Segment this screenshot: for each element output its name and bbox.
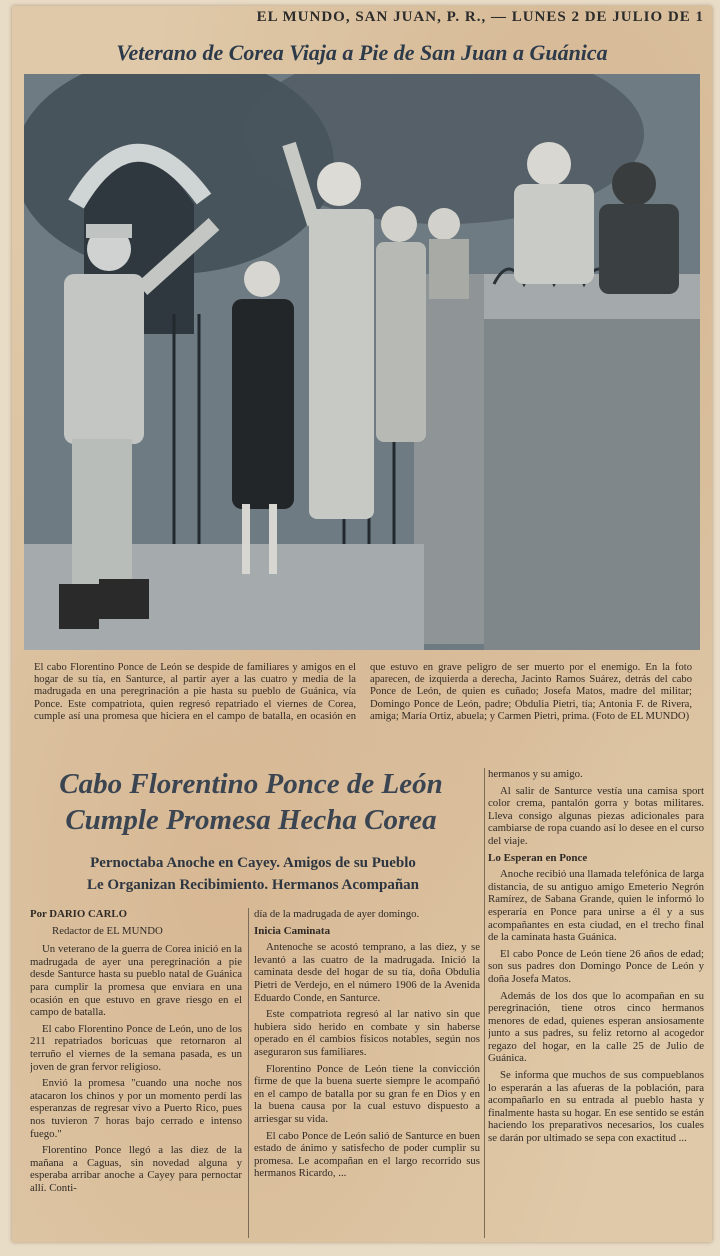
paragraph: hermanos y su amigo. (488, 768, 583, 780)
masthead: EL MUNDO, SAN JUAN, P. R., — LUNES 2 DE JULIO DE 1 (256, 9, 704, 25)
column-divider (248, 908, 249, 1238)
paragraph: Anoche recibió una llamada telefónica de larga distancia, de su antiguo amigo Emeterio Negrón Ramírez, de Sabana Grande, quien le informó lo esperaría en Ponce para unirse a él y a sus acompañantes en esta ciudad, en el trecho final de la caminata hasta Guánica. (488, 868, 704, 944)
photo-caption: El cabo Florentino Ponce de León se despide de familiares y amigos en el hogar de su tía, en Santurce, al partir ayer a las cuatro y media de la madrugada en una peregrinación a pie hasta su pueblo de Guánica, vía Ponce. Este compatriota, quien regresó repatriado el viernes de Corea, cumple así una promesa que hiciera en el campo de batalla, en ocasión en que estuvo en grave peligro de ser muerto por el enemigo. En la foto aparecen, de izquierda a derecha, Jacinto Ramos Suárez, detrás del cabo Ponce de León, de quien es cuñado; Josefa Matos, madre del militar; Domingo Ponce de León, padre; Obdulia Pietri, tía; Antonia F. de Rivera, amiga; María Ortiz, abuela; y Carmen Pietri, prima. (Foto de EL MUNDO) (34, 662, 692, 722)
newspaper-clipping (12, 6, 712, 1242)
paragraph: El cabo Ponce de León salió de Santurce en buen estado de ánimo y satisfecho de poder cumplir su promesa. Le acompañan en el largo recorrido sus hermanos Ricardo, ... (254, 1129, 480, 1180)
paragraph: Florentino Ponce de León tiene la convicción firme de que la buena suerte siempre le acompañó en el campo de batalla por su gran fe en Dios y en la buena causa por la cual estuvo dispuesto a arriesgar su vida. (254, 1062, 480, 1125)
paragraph: día de la madrugada de ayer domingo. (254, 908, 420, 920)
article-column-2 (254, 908, 480, 1238)
headline-line-2: Cumple Promesa Hecha Corea (65, 804, 437, 836)
headline (26, 766, 476, 844)
byline-role: Redactor de EL MUNDO (52, 924, 163, 937)
paragraph: Envió la promesa "cuando una noche nos atacaron los chinos y por un momento perdí las esperanzas de regresar vivo a Puerto Rico, pues nos tuvieron 7 horas bajo cerrado e intenso fuego." (30, 1077, 242, 1140)
paragraph: Antenoche se acostó temprano, a las diez, y se levantó a las cuatro de la madrugada. Inició la caminata desde del hogar de su tía, doña Obdulia Pietri de Verdejo, en el número 1906 de la Avenida Eduardo Conde, en Santurce. (254, 941, 480, 1004)
paragraph: Florentino Ponce llegó a las diez de la mañana a Caguas, sin novedad alguna y esperaba arribar anoche a Cayey para pernoctar allí. Conti- (30, 1144, 242, 1194)
section-heading: Inicia Caminata (254, 924, 331, 937)
article-column-3 (488, 768, 704, 1238)
subheadline-line-1: Pernoctaba Anoche en Cayey. Amigos de su Pueblo (90, 855, 416, 871)
paragraph: Al salir de Santurce vestía una camisa sport color crema, pantalón gorra y botas militares. Lleva consigo algunas piezas adicionales para cambiarse de ropa cuando así lo desee en el curso del viaje. (488, 784, 704, 847)
photo-illustration (24, 74, 700, 650)
paragraph: El cabo Ponce de León tiene 26 años de edad; son sus padres don Domingo Ponce de León y doña Josefa Matos. (488, 947, 704, 985)
paragraph: El cabo Florentino Ponce de León, uno de los 211 repatriados boricuas que retornaron al terruño el viernes de la semana pasada, es un joven de gran fervor religioso. (30, 1022, 242, 1073)
paragraph: Se informa que muchos de sus compueblanos lo esperarán a las afueras de la población, para acompañarlo en su entrada al pueblo hasta y finalmente hasta su hogar. En ese sentido se están haciendo los preparativos necesarios, los cuales se darán por ultimado se sepa con exactitud ... (488, 1069, 704, 1145)
news-photo (24, 74, 700, 650)
paragraph: Este compatriota regresó al lar nativo sin que hubiera sido herido en combate y sin haberse operado en él cambios físicos notables, según nos aseguraron sus familiares. (254, 1008, 480, 1058)
section-heading: Lo Esperan en Ponce (488, 851, 588, 864)
subheadline-line-2: Le Organizan Recibimiento. Hermanos Acompañan (86, 877, 420, 893)
headline-line-1: Cabo Florentino Ponce de León (59, 768, 443, 800)
paragraph: Un veterano de la guerra de Corea inició en la madrugada de ayer una peregrinación a pie desde Santurce hasta su pueblo natal de Guánica para cumplir la promesa que enviara en una ocasión en que estuvo en grave riesgo en el campo de batalla. (30, 943, 242, 1019)
subheadline (26, 852, 480, 902)
paragraph: Además de los dos que lo acompañan en su peregrinación, tiene otros cinco hermanos menores de edad, quienes esperan ansiosamente junto a sus padres, su feliz retorno al acogedor regazo del hogar, en la calle 25 de Julio de Guánica. (488, 989, 704, 1065)
column-divider (484, 768, 485, 1238)
article-column-1 (30, 908, 242, 1238)
photo-title: Veterano de Corea Viaja a Pie de San Juan a Guánica (116, 40, 608, 65)
byline-author: Por DARIO CARLO (30, 908, 127, 920)
